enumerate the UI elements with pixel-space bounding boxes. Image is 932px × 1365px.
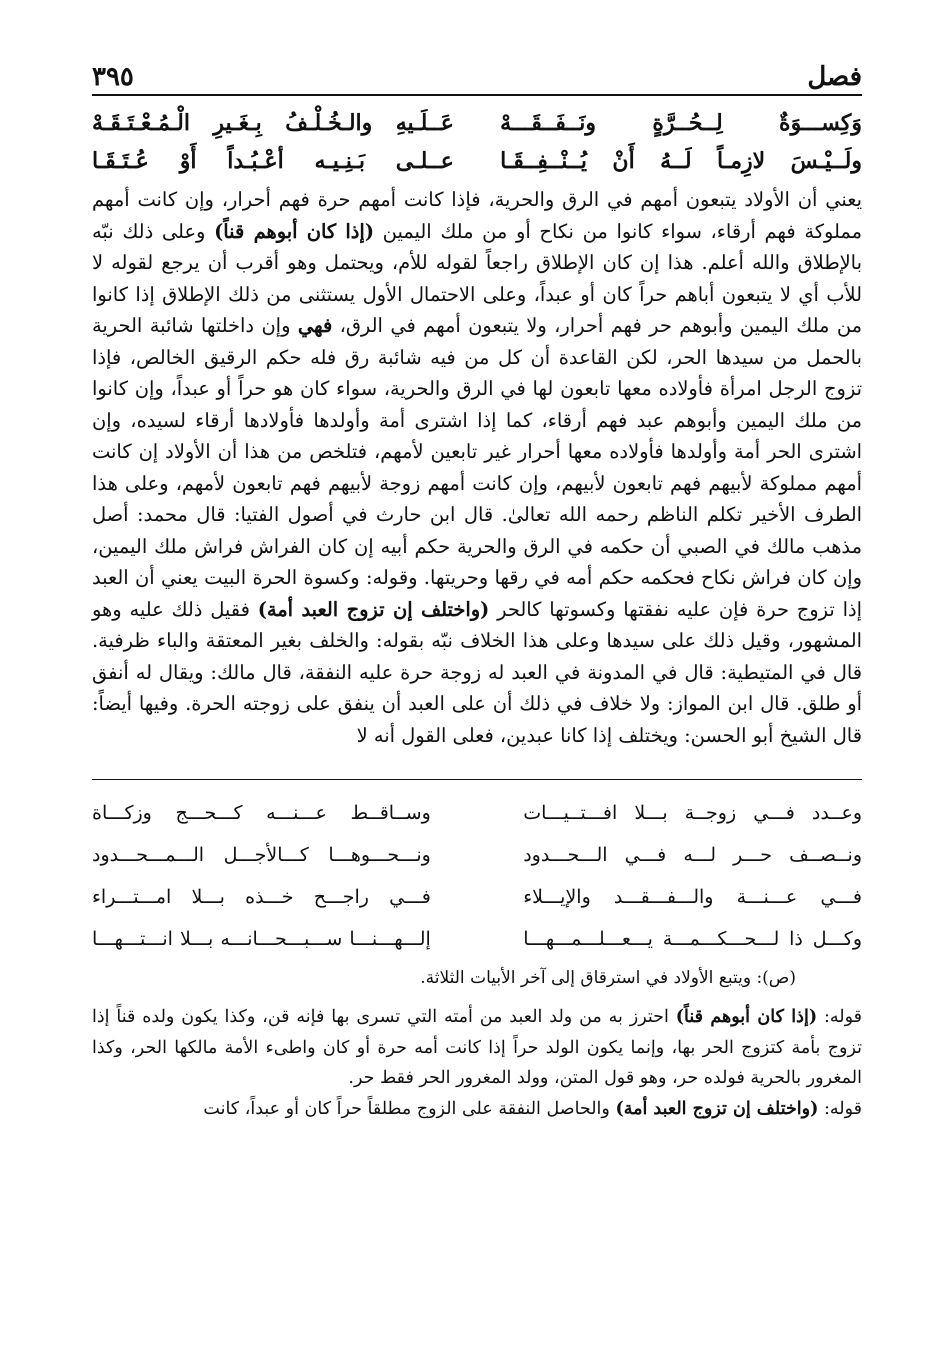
footnote-divider (92, 779, 862, 780)
note-lead: قوله: (817, 1007, 862, 1027)
note-paragraph (92, 1002, 862, 1094)
note-paragraph (92, 1094, 862, 1125)
page-number: ٣٩٥ (92, 62, 134, 92)
header-rule (92, 94, 862, 96)
quoted-phrase: (واختلف إن تزوج العبد أمة) (615, 1098, 819, 1119)
verse-line (92, 104, 862, 142)
verse-second-hemistich: وســاقــط عـــنـــه كـــحـــج وزكـــاة (92, 802, 431, 824)
quoted-phrase: (إذا كان أبوهم قناً) (675, 1007, 818, 1027)
section-title: فصل (807, 62, 862, 92)
commentary-segment: يعني أن الأولاد يتبعون أمهم في الرق والحرية، فإذا كانت أمهم حرة فهم أحرار، وإن كانت أمهم مملوكة فهم أرقاء، سواء كانوا من نكاح أو من ملك اليمين (92, 188, 862, 243)
commentary-segment: وإن داخلتها شائبة الحرية بالحمل من سيدها الحر، لكن القاعدة أن كل من فيه شائبة رق فله حكم الرقيق الخالص، فإذا تزوج الرجل امرأة فأولاده معها تابعون لها في الرق والحرية، سواء كان هو حراً أو عبداً، وإن كانوا من ملك اليمين وأبوهم عبد فهم أرقاء، كما إذا اشترى أمة وأولدها فأولادها أرقاء لسيده، وإن اشترى الحر أمة وأولدها فأولاده معها أحرار غير تابعين لأمهم، فتلخص من هذا أن الأولاد إن كانت أمهم مملوكة لأبيهم فهم تابعون لأبيهم، وإن كانت أمهم زوجة لأبيهم فهم تابعون لأمهم، وعلى هذا الطرف الأخير تكلم الناظم رحمه الله تعالىٰ. قال ابن حارث في أصول الفتيا: قال محمد: أصل مذهب مالك في الصبي أن حكمه في الرق والحرية حكم أبيه إن كان الفراش فراش ملك اليمين، وإن كان فراش نكاح فحكمه حكم أمه في رقها وحريتها. وقوله: وكسوة الحرة البيت يعني أن العبد إذا تزوج حرة فإن عليه نفقتها وكسوتها كالحر (92, 314, 863, 621)
verse-first-hemistich: وكـــل ذا لـــحـــكـــمـــة يـــعـــلـــمـــهـــا (523, 928, 862, 950)
quoted-phrase: (إذا كان أبوهم قناً) (214, 219, 374, 243)
verse-first-hemistich: ولَــيْـسَ لازِمـاً لَــهُ أَنْ يُــنْــفِــقَـا (500, 148, 862, 174)
verse-first-hemistich: ونــصــف حـــر لـــه فـــي الـــحـــدود (523, 844, 862, 866)
commentary-text (92, 184, 862, 751)
commentary-segment: وعلى ذلك نبّه بالإطلاق والله أعلم. هذا إن كان الإطلاق راجعاً لقوله للأم، ويحتمل وهو أقرب أن يرجع لقوله لا للأب أي لا يتبعون أباهم حراً كان أو عبداً، وعلى الاحتمال الأول يستثنى من ذلك الإطلاق إذا كانوا من ملك اليمين وأبوهم حر فهم أحرار، ولا يتبعون أمهم في الرق، (92, 219, 862, 337)
footnote-notes (92, 1002, 862, 1124)
note-text: والحاصل النفقة على الزوج مطلقاً حراً كان أو عبداً، كانت (203, 1098, 616, 1119)
page-header (92, 48, 862, 92)
footnote-verses-note: (ص): ويتبع الأولاد في استرقاق إلى آخر الأبيات الثلاثة. (420, 968, 796, 988)
commentary-segment: فقيل ذلك عليه وهو المشهور، وقيل ذلك على سيدها وعلى هذا الخلاف نبّه بقوله: والخلف بغير المعتقة والباء ظرفية. قال في المتيطية: قال في المدونة في العبد له زوجة حرة عليه النفقة، قال مالك: ويقال له أنفق أو طلق. قال ابن المواز: ولا خلاف في ذلك أن على العبد أن ينفق على زوجته الحرة. وفيها أيضاً: قال الشيخ أبو الحسن: ويختلف إذا كانا عبدين، فعلى القول أنه لا (92, 597, 862, 747)
verse-second-hemistich: عَــلَـيهِ والـخُـلْـفُ بِـغَـيرِ الْـمُـعْـتَـقَـهْ (92, 110, 454, 136)
verse-line (92, 142, 862, 180)
footnote-verses (92, 792, 862, 996)
verse-first-hemistich: فـــي عـــنـــة والـــفـــقـــد والإيـــلاء (523, 886, 862, 908)
verse-second-hemistich: عــلـى بَـنِـيـه أعْـبُـداً أَوْ عُـتَـقَـا (92, 148, 454, 174)
verse-first-hemistich: وعــدد فـــي زوجــة بـــلا افـــتــيـــات (523, 802, 862, 824)
footnote-verse-line (92, 834, 862, 876)
verse-second-hemistich: إلـــهـــنـــا ســـبـــحـــانـــه بـــلا انـــتـــهـــا (92, 928, 431, 950)
note-text: احترز به من ولد العبد من أمته التي تسرى بها فإنه قن، وكذا يكون ولده قناً إذا تزوج بأمة كتزوج الحر بها، وإنما يكون الولد حراً إذا كانت أمه حرة أو كان واطىء الأمة مالكها الحر، وكذا المغرور بالحرية فولده حر، وهو قول المتن، وولد المغرور الحر فقط حر. (92, 1007, 862, 1088)
verse-second-hemistich: فـــي راجـــح خـــذه بـــلا امـــتـــراء (92, 886, 431, 908)
footnote-verse-line (92, 876, 862, 918)
quoted-phrase: فهي (297, 314, 333, 337)
footnote-verse-line (92, 918, 862, 960)
note-lead: قوله: (818, 1098, 862, 1119)
poem-verses (92, 104, 862, 180)
footnote-verse-line (92, 792, 862, 834)
verse-first-hemistich: وَكِســـوَةٌ لِــحُــرَّةٍ ونَــفَــقَـــهْ (500, 110, 862, 136)
verse-second-hemistich: ونـــحـــوهـــا كـــالأجـــل الـــمـــحـــدود (92, 844, 431, 866)
quoted-phrase: (واختلف إن تزوج العبد أمة) (257, 597, 490, 621)
